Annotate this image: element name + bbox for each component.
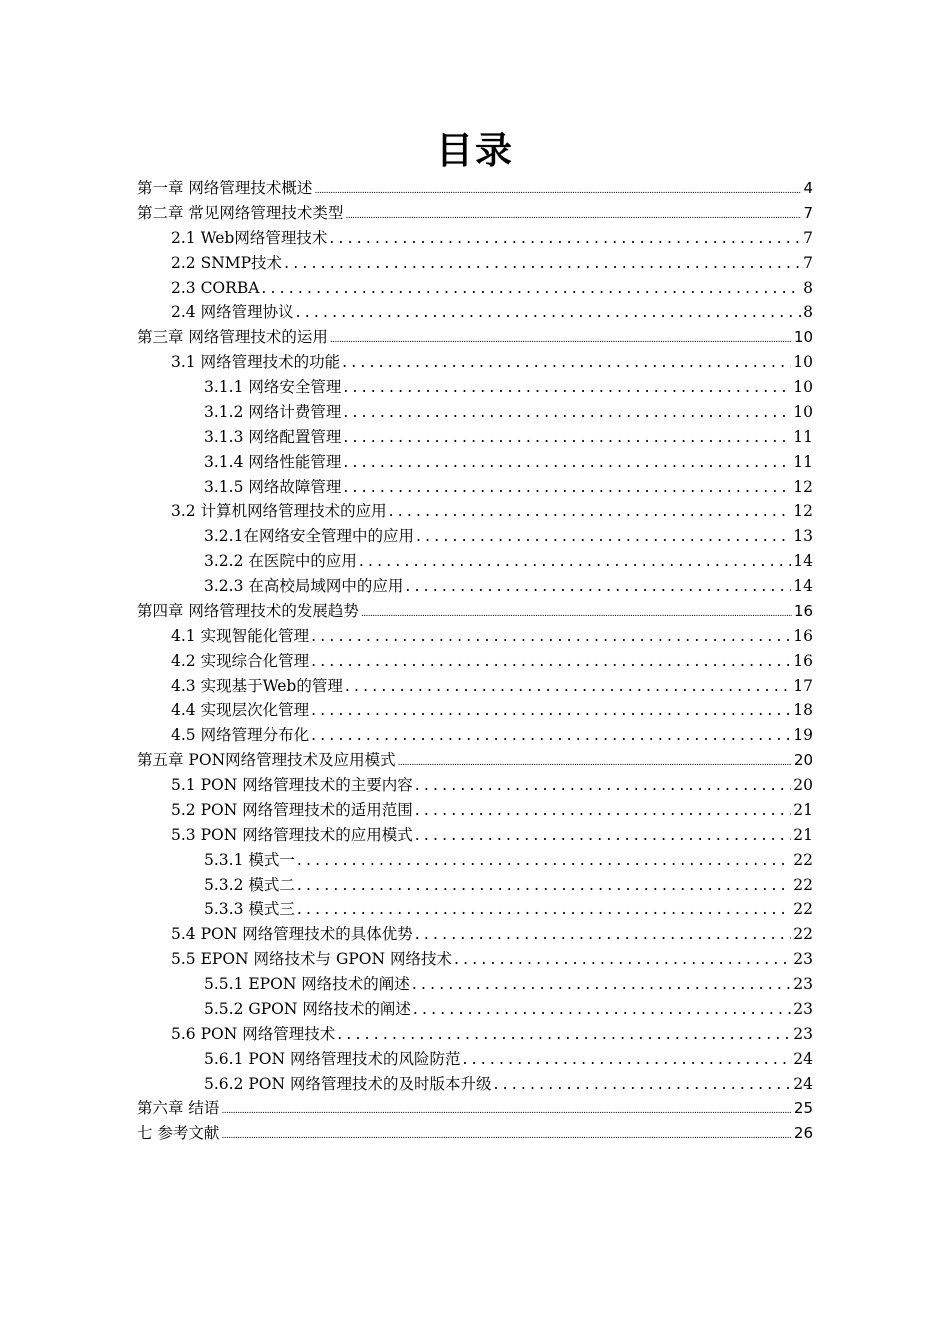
- toc-entry-page-number: 24: [793, 1049, 813, 1068]
- toc-entry-page-number: 11: [793, 427, 813, 446]
- toc-entry-label: 3.2.2 在医院中的应用: [204, 552, 357, 571]
- toc-entry[interactable]: [137, 997, 813, 1022]
- dot-leader: [297, 873, 791, 898]
- toc-entry-label: 4.4 实现层次化管理: [171, 701, 310, 720]
- dot-leader: [261, 276, 801, 301]
- toc-entry-page-number: 23: [793, 975, 813, 993]
- toc-entry[interactable]: [137, 773, 813, 798]
- toc-entry-page-number: 13: [793, 527, 813, 546]
- toc-entry[interactable]: [137, 698, 813, 723]
- dot-leader: [297, 897, 791, 922]
- toc-entry-label: 第四章 网络管理技术的发展趋势: [137, 601, 359, 620]
- dot-leader: [311, 649, 791, 674]
- toc-entry-page-number: 7: [803, 253, 813, 272]
- toc-entry-page-number: 7: [803, 203, 813, 222]
- toc-entry-label: 3.1.1 网络安全管理: [204, 378, 342, 396]
- toc-entry[interactable]: [137, 723, 813, 748]
- toc-entry[interactable]: [137, 624, 813, 649]
- toc-entry-label: 5.3 PON 网络管理技术的应用模式: [171, 825, 413, 844]
- dot-leader: [221, 1099, 791, 1124]
- toc-entry-label: 5.2 PON 网络管理技术的适用范围: [171, 800, 413, 819]
- dot-leader: [221, 1124, 791, 1149]
- toc-entry[interactable]: [137, 897, 813, 922]
- toc-entry-page-number: 25: [793, 1099, 813, 1118]
- dot-leader: [342, 350, 791, 375]
- dot-leader: [311, 698, 791, 723]
- toc-entry[interactable]: [137, 201, 813, 226]
- toc-entry-label: 3.1.3 网络配置管理: [204, 427, 342, 446]
- toc-entry[interactable]: [137, 823, 813, 848]
- toc-entry-label: 5.6.1 PON 网络管理技术的风险防范: [204, 1049, 461, 1068]
- toc-entry[interactable]: [137, 674, 813, 699]
- dot-leader: [343, 425, 791, 450]
- dot-leader: [343, 450, 791, 475]
- toc-entry-page-number: 24: [793, 1074, 813, 1093]
- dot-leader: [416, 524, 791, 549]
- toc-entry-label: 七 参考文献: [137, 1124, 220, 1143]
- toc-entry-label: 4.2 实现综合化管理: [171, 651, 310, 670]
- toc-entry-label: 5.3.2 模式二: [204, 875, 295, 894]
- toc-entry-page-number: 19: [793, 726, 813, 745]
- dot-leader: [398, 751, 792, 776]
- toc-entry[interactable]: [137, 1022, 813, 1047]
- toc-entry-page-number: 14: [793, 577, 813, 595]
- dot-leader: [359, 549, 791, 574]
- dot-leader: [345, 204, 801, 229]
- toc-entry[interactable]: [137, 524, 813, 549]
- toc-entry[interactable]: [137, 798, 813, 823]
- dot-leader: [330, 328, 792, 353]
- toc-entry[interactable]: [137, 848, 813, 873]
- dot-leader: [343, 400, 791, 425]
- toc-entry-page-number: 4: [803, 179, 813, 197]
- toc-entry-label: 第五章 PON网络管理技术及应用模式: [137, 751, 396, 770]
- toc-entry-label: 2.4 网络管理协议: [171, 303, 294, 322]
- toc-entry-page-number: 7: [803, 228, 813, 247]
- toc-entry-page-number: 22: [793, 900, 813, 919]
- dot-leader: [389, 499, 792, 524]
- toc-entry-label: 第六章 结语: [137, 1099, 220, 1118]
- dot-leader: [284, 251, 801, 276]
- toc-entry[interactable]: [137, 922, 813, 947]
- toc-entry[interactable]: [137, 873, 813, 898]
- toc-entry-label: 3.2.1在网络安全管理中的应用: [204, 527, 414, 546]
- toc-entry-page-number: 18: [793, 701, 813, 720]
- toc-entry-page-number: 22: [793, 875, 813, 894]
- toc-entry-page-number: 21: [793, 825, 813, 844]
- toc-entry-label: 第二章 常见网络管理技术类型: [137, 203, 344, 222]
- toc-title: 目录: [436, 129, 514, 172]
- toc-entry-label: 3.2.3 在高校局域网中的应用: [204, 577, 404, 595]
- dot-leader: [412, 972, 791, 997]
- toc-entry-label: 3.1 网络管理技术的功能: [171, 353, 341, 372]
- toc-entry[interactable]: [137, 375, 813, 400]
- toc-entry-page-number: 10: [793, 402, 813, 421]
- toc-entry-page-number: 23: [793, 950, 813, 969]
- toc-entry-page-number: 21: [793, 800, 813, 819]
- toc-entry-label: 3.1.5 网络故障管理: [204, 477, 342, 496]
- toc-entry-label: 3.1.4 网络性能管理: [204, 452, 342, 471]
- toc-entry-page-number: 20: [793, 776, 813, 794]
- toc-entry[interactable]: [137, 400, 813, 425]
- dot-leader: [361, 602, 792, 627]
- toc-entry-label: 第三章 网络管理技术的运用: [137, 328, 328, 347]
- toc-entry-label: 2.2 SNMP技术: [171, 253, 283, 272]
- dot-leader: [343, 375, 791, 400]
- dot-leader: [296, 300, 802, 325]
- toc-entry[interactable]: [137, 499, 813, 524]
- toc-entry[interactable]: [137, 972, 813, 997]
- dot-leader: [329, 226, 801, 251]
- dot-leader: [494, 1072, 792, 1097]
- dot-leader: [345, 674, 791, 699]
- toc-entry-page-number: 8: [803, 278, 813, 297]
- dot-leader: [337, 1022, 791, 1047]
- toc-entry-label: 4.5 网络管理分布化: [171, 726, 310, 745]
- toc-entry-page-number: 23: [793, 999, 813, 1018]
- toc-entry[interactable]: [137, 599, 813, 624]
- dot-leader: [311, 723, 791, 748]
- toc-entry[interactable]: [137, 350, 813, 375]
- toc-entry[interactable]: [137, 649, 813, 674]
- toc-entry-page-number: 16: [793, 651, 813, 670]
- toc-entry[interactable]: [137, 947, 813, 972]
- toc-entry-label: 2.1 Web网络管理技术: [171, 228, 328, 247]
- dot-leader: [415, 823, 792, 848]
- toc-entry-label: 3.2 计算机网络管理技术的应用: [171, 502, 387, 521]
- toc-entry[interactable]: [137, 226, 813, 251]
- toc-entry[interactable]: [137, 276, 813, 301]
- toc-entry-page-number: 10: [793, 378, 813, 396]
- dot-leader: [463, 1047, 792, 1072]
- toc-entry-label: 5.3.3 模式三: [204, 900, 295, 919]
- toc-entry[interactable]: [137, 450, 813, 475]
- dot-leader: [415, 773, 792, 798]
- toc-entry-page-number: 8: [803, 303, 813, 322]
- toc-entry[interactable]: [137, 574, 813, 599]
- toc-entry-page-number: 14: [793, 552, 813, 571]
- dot-leader: [314, 179, 801, 204]
- toc-entry[interactable]: [137, 425, 813, 450]
- toc-entry-label: 第一章 网络管理技术概述: [137, 179, 313, 197]
- toc-entry-label: 5.5.2 GPON 网络技术的阐述: [204, 999, 411, 1018]
- toc-entry[interactable]: [137, 300, 813, 325]
- toc-entry-page-number: 11: [793, 452, 813, 471]
- toc-entry[interactable]: [137, 176, 813, 201]
- toc-entry[interactable]: [137, 251, 813, 276]
- toc-entry-label: 2.3 CORBA: [171, 278, 260, 297]
- toc-entry-page-number: 22: [793, 925, 813, 944]
- toc-entry-label: 5.3.1 模式一: [204, 850, 295, 869]
- toc-entry-page-number: 17: [793, 676, 813, 695]
- toc-entry-page-number: 16: [793, 601, 813, 620]
- toc-entry[interactable]: [137, 1047, 813, 1072]
- dot-leader: [405, 574, 791, 599]
- toc-entry[interactable]: [137, 325, 813, 350]
- table-of-contents: [137, 176, 813, 1146]
- toc-entry[interactable]: [137, 1121, 813, 1146]
- toc-entry[interactable]: [137, 475, 813, 500]
- dot-leader: [413, 997, 791, 1022]
- dot-leader: [415, 922, 792, 947]
- dot-leader: [415, 798, 792, 823]
- dot-leader: [311, 624, 791, 649]
- toc-entry-page-number: 12: [793, 502, 813, 521]
- toc-entry-page-number: 20: [793, 751, 813, 770]
- toc-entry[interactable]: [137, 1096, 813, 1121]
- toc-entry-label: 5.1 PON 网络管理技术的主要内容: [171, 776, 413, 794]
- toc-entry-label: 5.4 PON 网络管理技术的具体优势: [171, 925, 413, 944]
- toc-entry-label: 5.5 EPON 网络技术与 GPON 网络技术: [171, 950, 452, 969]
- toc-entry-page-number: 23: [793, 1024, 813, 1043]
- toc-entry[interactable]: [137, 748, 813, 773]
- toc-entry-page-number: 10: [793, 353, 813, 372]
- toc-entry-label: 4.1 实现智能化管理: [171, 626, 310, 645]
- toc-entry-label: 5.6 PON 网络管理技术: [171, 1024, 336, 1043]
- toc-entry-label: 5.6.2 PON 网络管理技术的及时版本升级: [204, 1074, 492, 1093]
- toc-entry-label: 5.5.1 EPON 网络技术的阐述: [204, 975, 410, 993]
- toc-entry-page-number: 16: [793, 626, 813, 645]
- dot-leader: [454, 947, 791, 972]
- toc-entry[interactable]: [137, 549, 813, 574]
- toc-entry[interactable]: [137, 1072, 813, 1097]
- toc-entry-label: 4.3 实现基于Web的管理: [171, 676, 343, 695]
- toc-entry-label: 3.1.2 网络计费管理: [204, 402, 342, 421]
- toc-entry-page-number: 12: [793, 477, 813, 496]
- dot-leader: [297, 848, 791, 873]
- toc-entry-page-number: 10: [793, 328, 813, 347]
- dot-leader: [343, 475, 791, 500]
- toc-entry-page-number: 26: [793, 1124, 813, 1143]
- toc-entry-page-number: 22: [793, 850, 813, 869]
